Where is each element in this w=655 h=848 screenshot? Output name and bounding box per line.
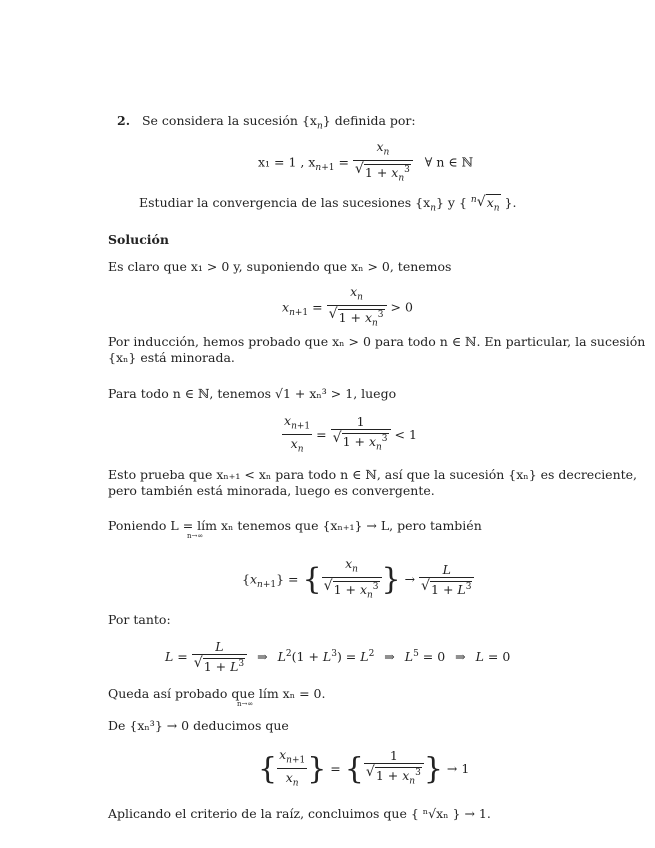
study-convergence: Estudiar la convergencia de las sucesiones $\{x_n\}$ y { $^n$√ $x_n$ }. — [139, 192, 516, 217]
paragraph-2a: Por inducción, hemos probado que xₙ > 0 para todo n ∈ ℕ. En particular, la sucesión — [108, 334, 646, 349]
paragraph-8: De {xₙ³} → 0 deducimos que — [108, 718, 289, 733]
equation-positive: $x_{n+1}$ = $x_n$ √ $1 + x_n^3$ > 0 — [282, 285, 413, 331]
equation-ratio: $\frac{x_{n+1}}{x_n}$ = 1 √ $1 + x_n^3$ < 1 — [282, 414, 417, 457]
definition-text: x₁ = 1 , x — [258, 154, 316, 170]
solution-heading-text: Solución — [108, 232, 169, 247]
lt-one: < 1 — [394, 427, 417, 442]
paragraph-1: Es claro que x₁ > 0 y, suponiendo que xₙ > 0, tenemos — [108, 259, 452, 274]
study-mid: } y — [435, 195, 455, 211]
equation-limit-seq: $\{x_{n+1}\}$ = { $x_n$ √ $1 + x_n^3$ } → L √ $1 + L^3$ — [242, 557, 474, 603]
limit-subscript-1: n→∞ — [187, 532, 204, 540]
paragraph-5-text: Poniendo L = lím xₙ tenemos que {xₙ₊₁} → L, pero también — [108, 518, 482, 533]
gt-zero: > 0 — [390, 299, 413, 315]
recurrence-fraction: $x_n$ √ $1 + x_n^3$ — [353, 140, 413, 186]
problem-statement: 2. Se considera la sucesión $\{x_n\}$ definida por: — [117, 113, 416, 132]
problem-statement-text: Se considera la sucesión {x — [141, 113, 317, 128]
study-end: . — [512, 195, 517, 211]
limit-subscript-2: n→∞ — [237, 700, 254, 708]
paragraph-6: Por tanto: — [108, 612, 171, 627]
paragraph-9: Aplicando el criterio de la raíz, concluimos que { ⁿ√xₙ } → 1. — [108, 806, 491, 821]
paragraph-4a: Esto prueba que xₙ₊₁ < xₙ para todo n ∈ ℕ, así que la sucesión {xₙ} es decreciente, — [108, 467, 638, 482]
arrow-one: → 1 — [446, 761, 470, 776]
paragraph-7: Queda así probado que lím xₙ = 0. — [108, 686, 326, 701]
solution-heading — [108, 232, 169, 248]
equation-final-ratio: { $\frac{x_{n+1}}{x_n}$ } = { 1 √ $1 + x_n^3$ } → 1 — [258, 748, 469, 791]
paragraph-4b: pero también está minorada, luego es convergente. — [108, 483, 435, 498]
forall-condition: ∀ n ∈ ℕ — [424, 154, 473, 170]
problem-number: 2. — [117, 113, 131, 128]
sequence-definition: x₁ = 1 , $x_{n+1}$ = $x_n$ √ $1 + x_n^3$ ∀ n ∈ ℕ — [258, 140, 473, 186]
problem-statement-end: } definida por: — [322, 113, 416, 128]
equation-solve-L: L = L √ $1 + L^3$ ⇒ $L^2(1 + L^3) = L^2$ ⇒ $L^5 = 0$ ⇒ L = 0 — [165, 640, 510, 675]
paragraph-3: Para todo n ∈ ℕ, tenemos √1 + xₙ³ > 1, luego — [108, 386, 397, 401]
paragraph-5 — [108, 518, 482, 534]
paragraph-2b: {xₙ} está minorada. — [108, 350, 235, 365]
study-text: Estudiar la convergencia de las sucesiones {x — [139, 195, 431, 211]
